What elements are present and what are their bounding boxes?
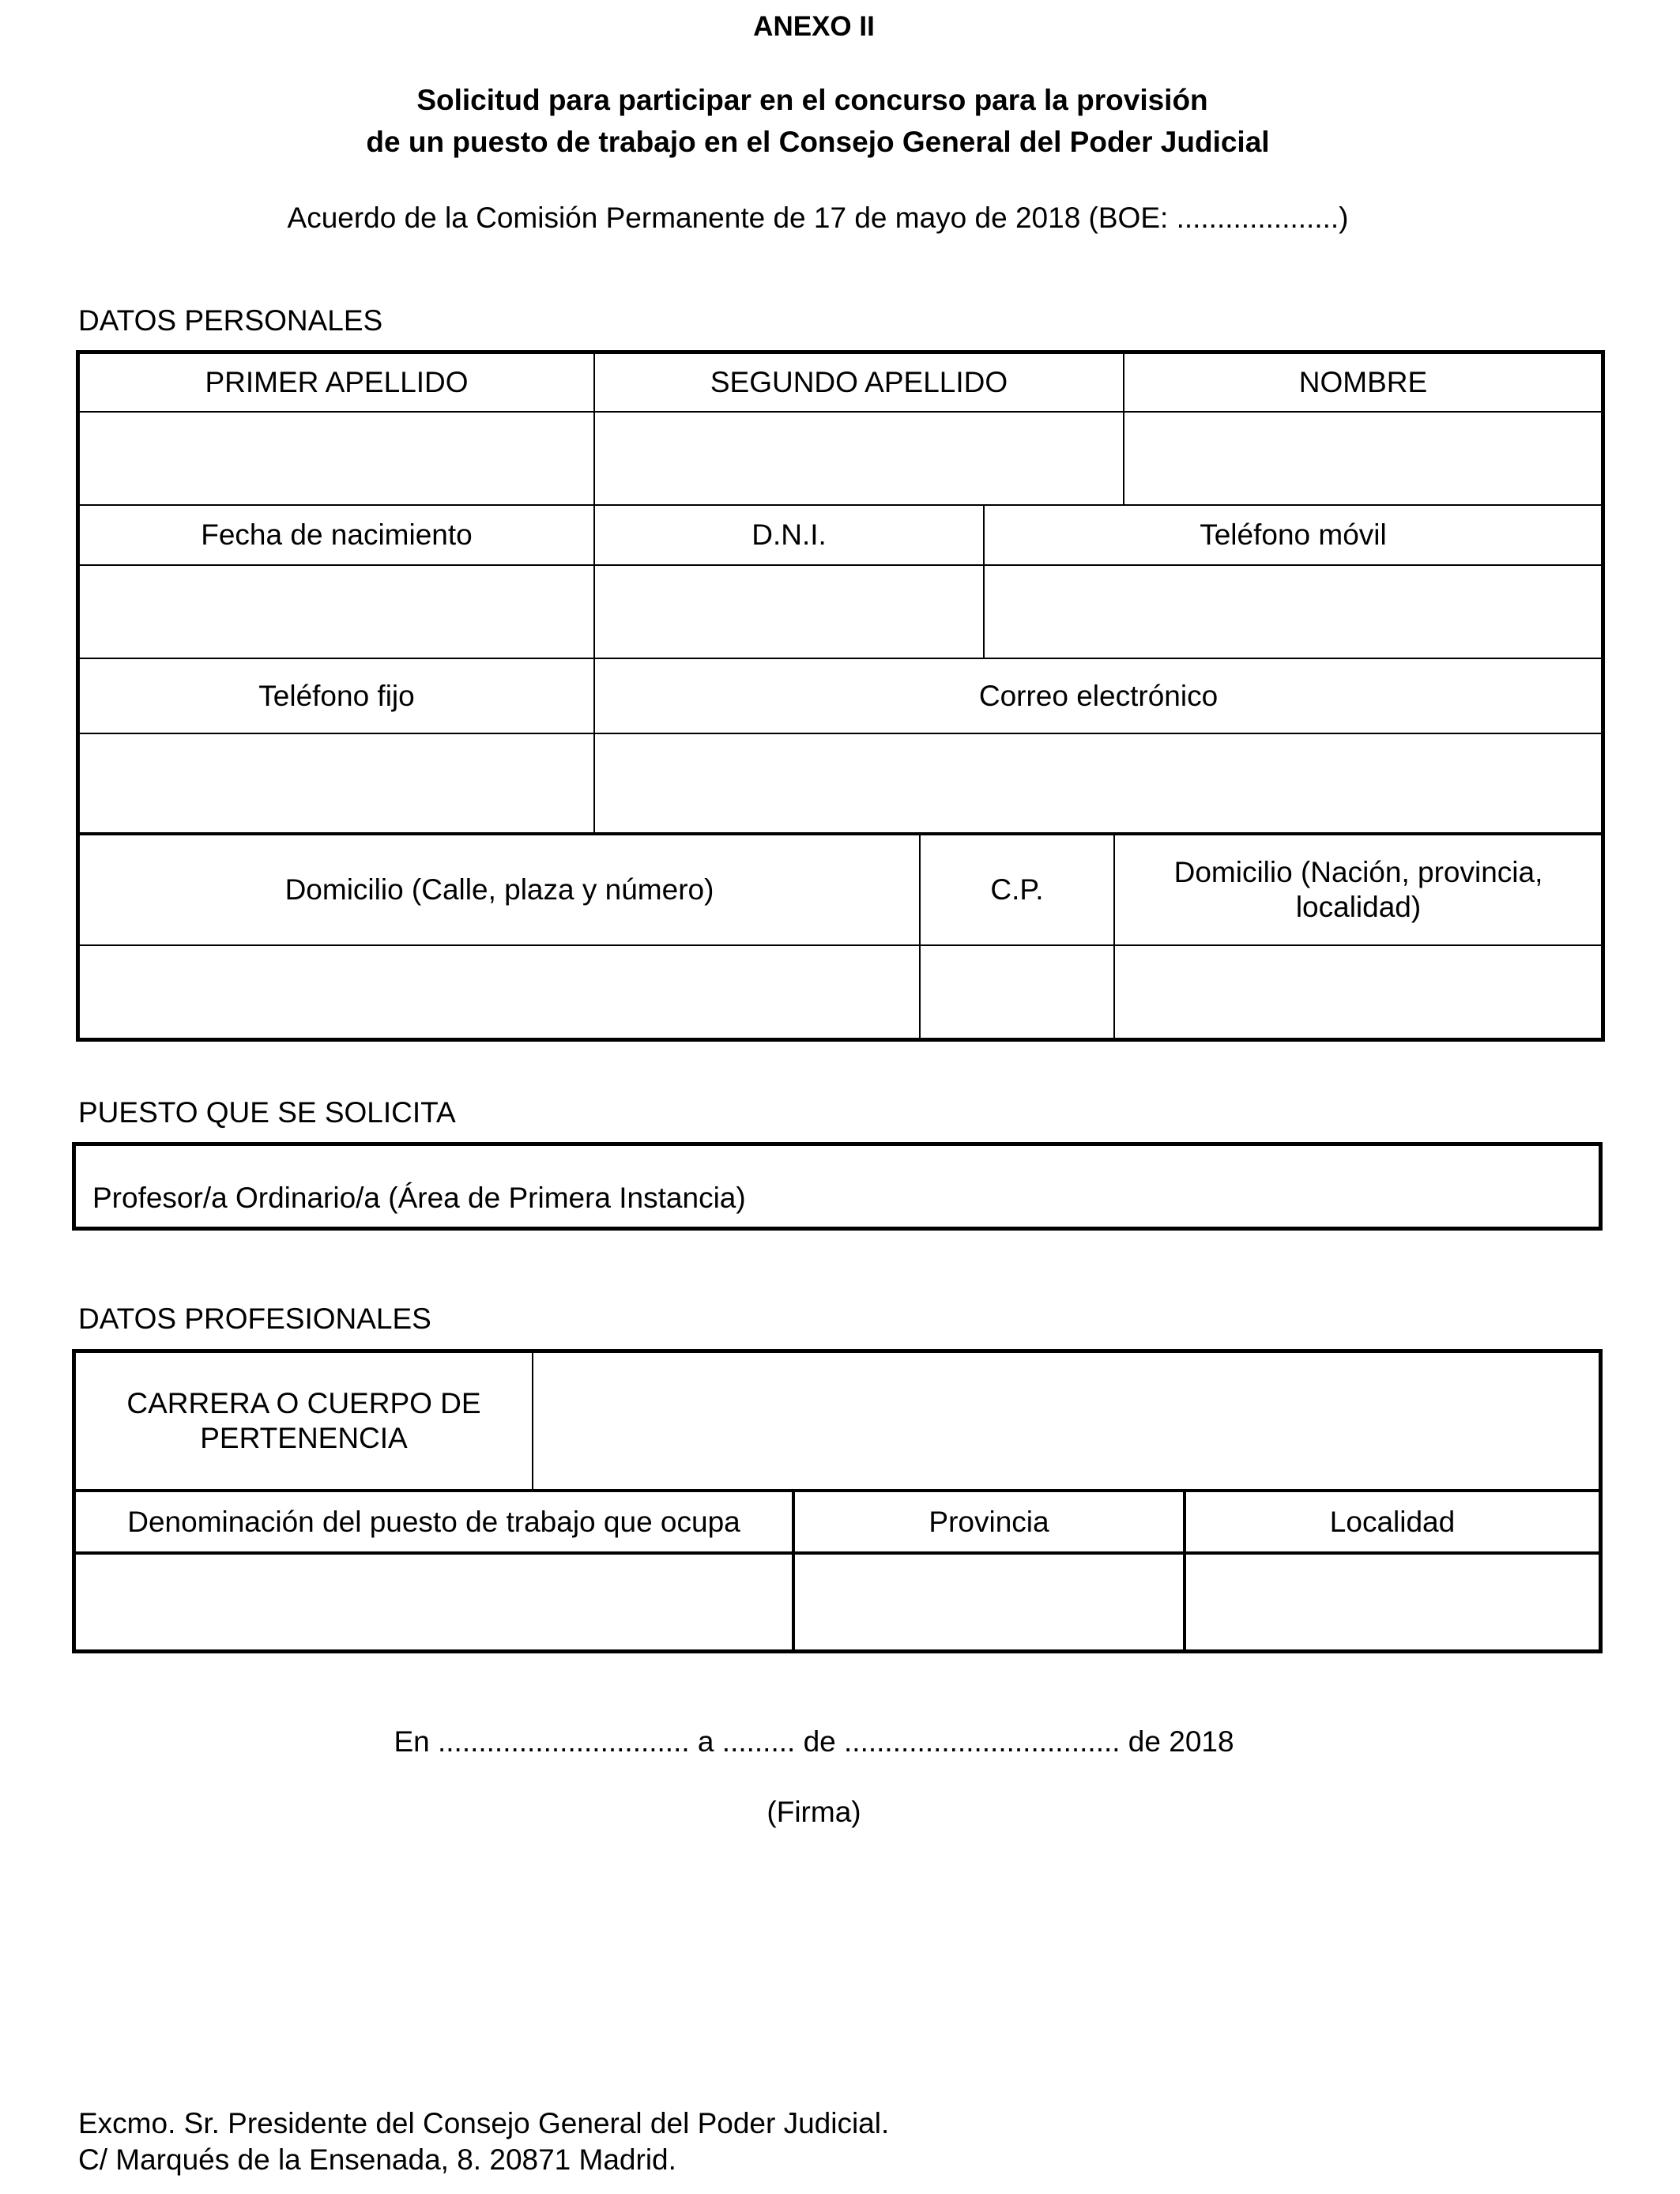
requested-position-heading: PUESTO QUE SE SOLICITA [78,1096,456,1129]
label-career-body: CARRERA O CUERPO DE PERTENENCIA [126,1387,481,1454]
label-province: Provincia [929,1505,1049,1538]
label-name: NOMBRE [1298,365,1428,398]
name-field[interactable] [1124,413,1602,504]
annex-title: ANEXO II [753,11,875,42]
label-first-surname: PRIMER APELLIDO [205,365,469,398]
personal-data-heading: DATOS PERSONALES [78,304,383,337]
landline-phone-field[interactable] [80,734,593,832]
signature-label: (Firma) [767,1796,861,1828]
birth-date-field[interactable] [80,566,593,658]
province-field[interactable] [795,1555,1183,1649]
addressee-line1: Excmo. Sr. Presidente del Consejo General del Poder Judicial. [78,2107,890,2139]
label-dni: D.N.I. [751,518,827,551]
first-surname-field[interactable] [80,413,593,504]
current-job-field[interactable] [76,1555,792,1649]
email-field[interactable] [595,734,1602,832]
label-locality: Localidad [1329,1505,1456,1538]
requested-position-value: Profesor/a Ordinario/a (Área de Primera Instancia) [92,1182,746,1214]
second-surname-field[interactable] [595,413,1123,504]
label-address-region: Domicilio (Nación, provincia, localidad) [1173,856,1543,923]
label-birth-date: Fecha de nacimiento [201,518,473,551]
label-landline-phone: Teléfono fijo [258,679,415,712]
label-street-address: Domicilio (Calle, plaza y número) [284,873,714,906]
professional-data-heading: DATOS PROFESIONALES [78,1302,431,1335]
label-second-surname: SEGUNDO APELLIDO [710,365,1008,398]
label-email: Correo electrónico [978,679,1219,712]
form-title-line1: Solicitud para participar en el concurso para la provisión [416,84,1208,116]
locality-field[interactable] [1186,1555,1599,1649]
dni-field[interactable] [595,566,983,658]
label-current-job: Denominación del puesto de trabajo que ocupa [127,1505,740,1538]
agreement-reference: Acuerdo de la Comisión Permanente de 17 de mayo de 2018 (BOE: ....................) [287,202,1349,234]
addressee-line2: C/ Marqués de la Ensenada, 8. 20871 Madrid. [78,2143,676,2176]
street-address-field[interactable] [80,946,919,1039]
postal-code-field[interactable] [921,946,1113,1039]
form-title-line2: de un puesto de trabajo en el Consejo General del Poder Judicial [366,126,1270,158]
address-region-field[interactable] [1115,946,1602,1039]
mobile-phone-field[interactable] [985,566,1602,658]
label-mobile-phone: Teléfono móvil [1200,518,1387,551]
label-postal-code: C.P. [990,873,1044,906]
place-date-line: En ............................... a ......... de .................................. de 2018 [394,1725,1234,1758]
career-body-field[interactable] [533,1353,1599,1489]
